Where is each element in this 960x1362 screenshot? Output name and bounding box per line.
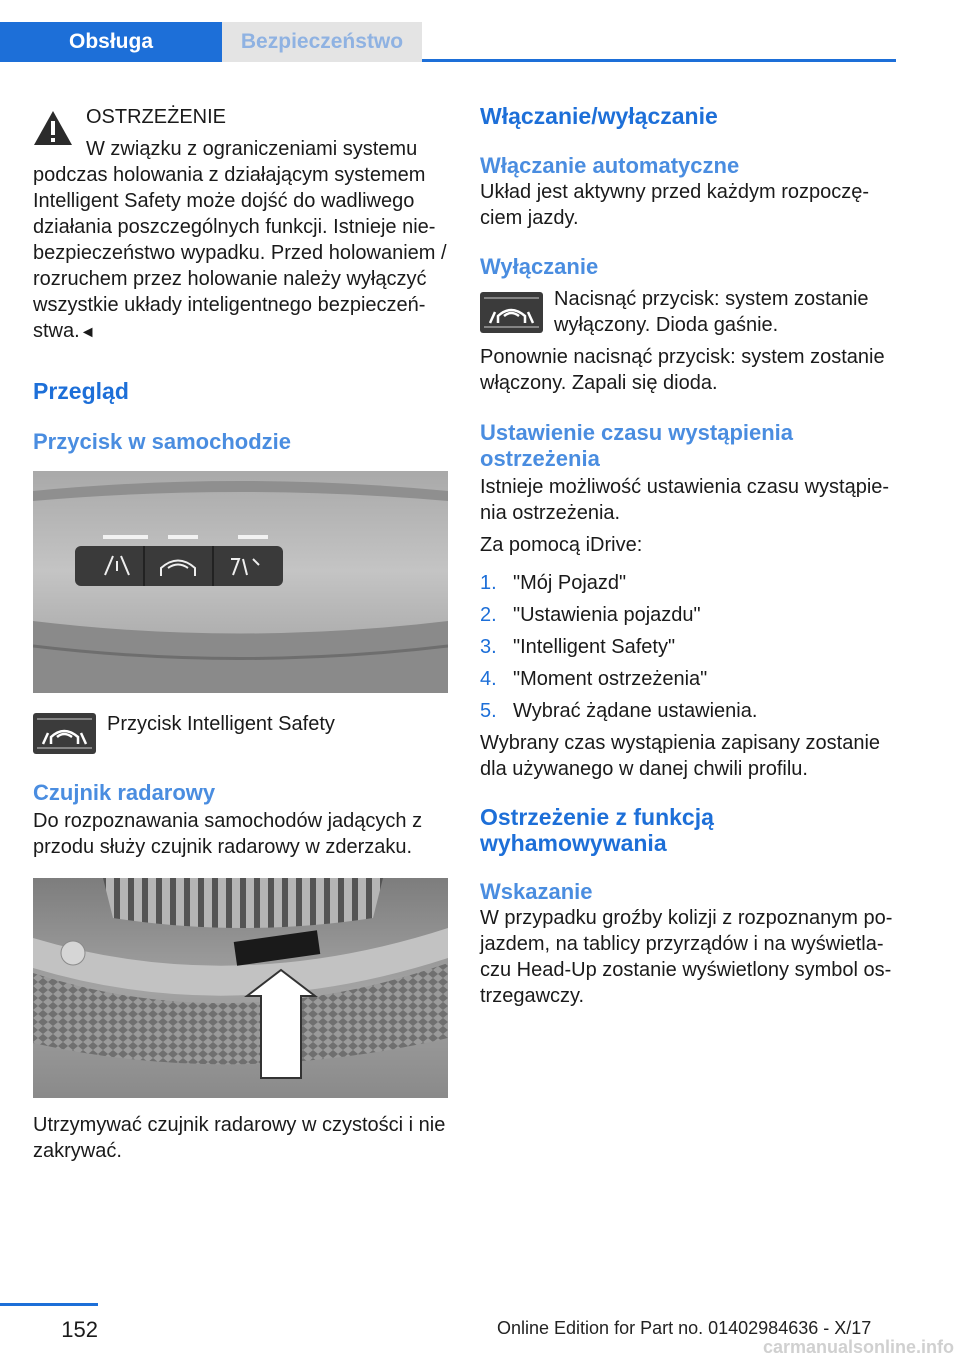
display-text: W przypadku groźby kolizji z rozpoznanym pojazdem, na tablicy przyrządów i na wyświetlaczu Head-Up zostanie wyświetlony symbol ostrzegawczy. [480,907,893,1007]
warning-text-wrap [33,162,448,346]
list-item [480,666,896,698]
saved-text: Wybrany czas wystąpienia zapisany zostanie dla używanego w danej chwili profilu. [480,732,881,780]
edition-text: Online Edition for Part no. 01402984636 - X/17 [497,1318,872,1338]
button-caption: Przycisk Intelligent Safety [107,713,335,735]
step-text: "Mój Pojazd" [513,572,627,594]
left-column [33,96,448,1164]
off-button-row [480,286,896,338]
step-text: "Ustawienia pojazdu" [513,604,701,626]
radar-sensor-photo [33,878,448,1098]
radar-heading: Czujnik radarowy [33,780,216,805]
intelligent-safety-button-icon [480,292,543,333]
radar-text: Do rozpoznawania samochodów jadących z przodu służy czujnik radarowy w zderzaku. [33,810,423,858]
auto-heading: Włączanie automatyczne [480,153,740,178]
step-number: 2. [480,604,497,626]
button-heading: Przycisk w samochodzie [33,429,291,454]
warning-title: OSTRZEŻENIE [86,106,227,128]
list-item [480,570,896,602]
tab-bezpieczenstwo[interactable]: Bezpieczeństwo [222,22,422,62]
list-item [480,634,896,666]
step-text: "Moment ostrzeżenia" [513,668,708,690]
radar-note: Utrzymywać czujnik radarowy w czystości i nie zakrywać. [33,1114,446,1162]
page-number: 152 [61,1317,98,1342]
warning-triangle-icon [33,110,73,146]
display-heading: Wskazanie [480,879,593,904]
overview-heading: Przegląd [33,378,129,404]
off-heading: Wyłączanie [480,254,599,279]
step-text: "Intelligent Safety" [513,636,676,658]
button-caption-row [33,709,448,757]
watermark: carmanualsonline.info [762,1337,954,1357]
timing-heading: Ustawienie czasu wystąpienia ostrzeżenia [480,420,794,471]
header-tab-bar [0,22,896,62]
right-column [480,96,896,1009]
idrive-steps-list [480,570,896,730]
tab-obsluga[interactable]: Obsługa [0,22,222,62]
off-icon-text: Nacisnąć przycisk: system zostanie wyłączony. Dioda gaśnie. [554,288,869,336]
warning-block [33,104,448,346]
step-number: 5. [480,700,497,722]
step-number: 1. [480,572,497,594]
step-number: 4. [480,668,497,690]
end-mark: ◄ [79,324,96,341]
timing-text: Istnieje możliwość ustawienia czasu wystąpienia ostrzeżenia. [480,476,890,524]
onoff-heading: Włączanie/wyłączanie [480,103,718,129]
warning-text: podczas holowania z działającym systemem Intelligent Safety może dojść do wadliwego działania poszczególnych funkcji. Istnieje niebezpieczeństwo wypadku. Przed holowaniem / rozruchem przez holowanie należy wyłączyć wszystkie układy inteligentnego bezpieczeństwa. [33,164,447,342]
off-text-2: Ponownie nacisnąć przycisk: system zostanie włączony. Zapali się dioda. [480,346,885,394]
intelligent-safety-button-icon [33,713,96,754]
brake-heading: Ostrzeżenie z funkcją wyhamowywania [480,804,714,856]
step-text: Wybrać żądane ustawienia. [513,700,758,722]
button-panel-photo [33,471,448,693]
step-number: 3. [480,636,497,658]
idrive-text: Za pomocą iDrive: [480,534,643,556]
footer-rule [0,1303,98,1306]
list-item [480,602,896,634]
warning-first-line: W związku z ograniczeniami systemu [86,138,418,160]
list-item [480,698,896,730]
auto-text: Układ jest aktywny przed każdym rozpoczęciem jazdy. [480,181,870,229]
